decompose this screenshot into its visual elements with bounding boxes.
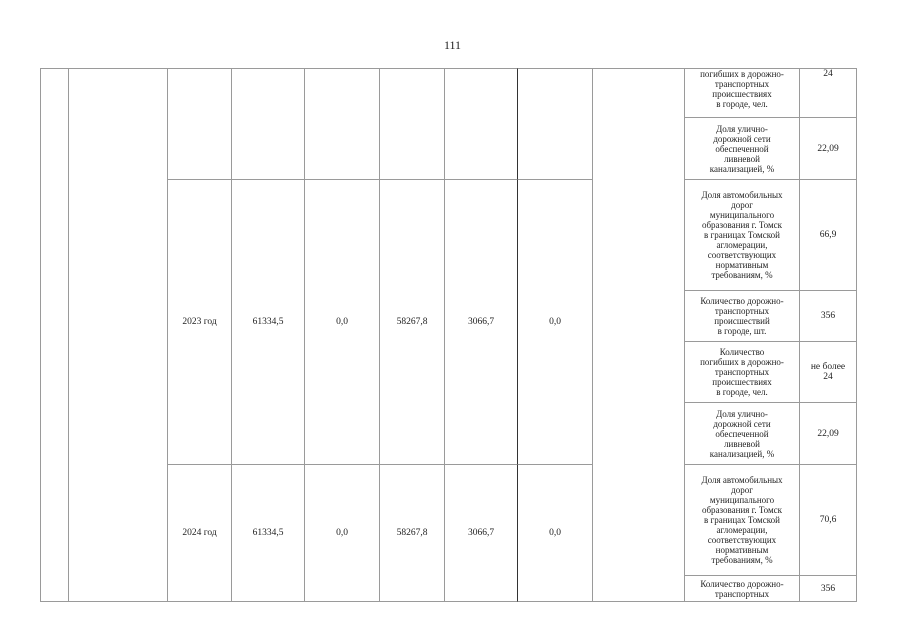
empty-col-2 xyxy=(69,68,168,602)
indicator-value: 70,6 xyxy=(800,465,857,576)
indicator-name: Доля автомобильных дорог муниципального образования г. Томск в границах Томской агломерации, соответствующих нормативным требованиям, % xyxy=(685,465,800,576)
indicator-value: 22,09 xyxy=(800,118,857,180)
cell-top-col4 xyxy=(445,68,518,180)
col3-value: 58267,8 xyxy=(380,180,445,465)
col4-value: 3066,7 xyxy=(445,465,518,602)
col2-value: 0,0 xyxy=(305,180,380,465)
empty-col-responsible xyxy=(593,68,685,602)
indicator-value: не более 24 xyxy=(800,342,857,403)
indicator-value: 24 xyxy=(800,68,857,118)
indicator-name: Количество дорожно- транспортных происшествий в городе, шт. xyxy=(685,291,800,342)
cell-top-col5 xyxy=(518,68,593,180)
col5-value: 0,0 xyxy=(518,465,593,602)
cell-top-year xyxy=(168,68,232,180)
year-label: 2024 год xyxy=(168,465,232,602)
indicator-name: погибших в дорожно- транспортных происшествиях в городе, чел. xyxy=(685,68,800,118)
cell-top-total xyxy=(232,68,305,180)
page-number: 111 xyxy=(443,38,462,52)
indicator-value: 356 xyxy=(800,291,857,342)
cell-top-col3 xyxy=(380,68,445,180)
indicator-name: Доля улично- дорожной сети обеспеченной ливневой канализацией, % xyxy=(685,118,800,180)
indicator-value: 66,9 xyxy=(800,180,857,291)
indicator-value: 22,09 xyxy=(800,403,857,465)
year-label: 2023 год xyxy=(168,180,232,465)
col5-value: 0,0 xyxy=(518,180,593,465)
indicator-name: Доля улично- дорожной сети обеспеченной ливневой канализацией, % xyxy=(685,403,800,465)
indicator-name: Количество погибших в дорожно- транспортных происшествиях в городе, чел. xyxy=(685,342,800,403)
total-value: 61334,5 xyxy=(232,465,305,602)
empty-col-1 xyxy=(40,68,69,602)
cell-top-col2 xyxy=(305,68,380,180)
indicator-name: Количество дорожно- транспортных xyxy=(685,576,800,602)
indicator-value: 356 xyxy=(800,576,857,602)
indicator-name: Доля автомобильных дорог муниципального образования г. Томск в границах Томской агломерации, соответствующих нормативным требованиям, % xyxy=(685,180,800,291)
col4-value: 3066,7 xyxy=(445,180,518,465)
total-value: 61334,5 xyxy=(232,180,305,465)
col2-value: 0,0 xyxy=(305,465,380,602)
col3-value: 58267,8 xyxy=(380,465,445,602)
